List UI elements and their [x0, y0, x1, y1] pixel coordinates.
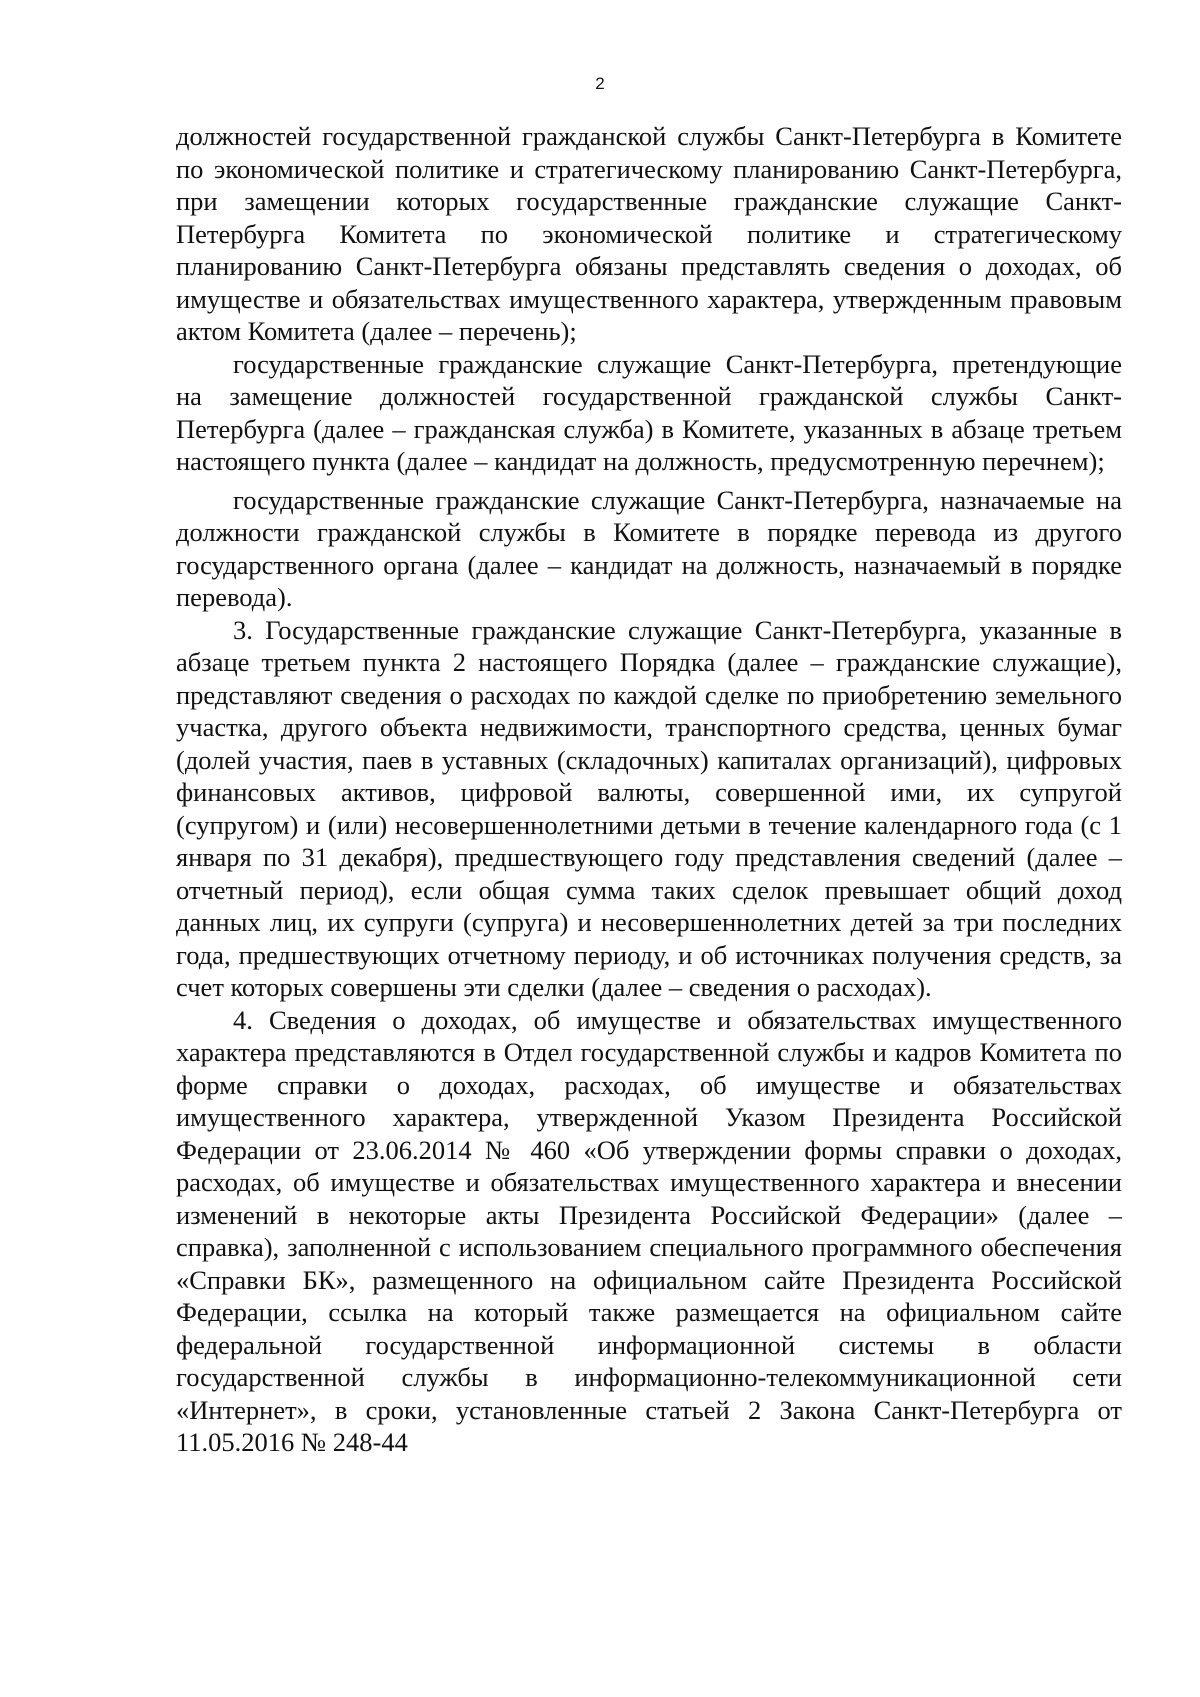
paragraph-transfer-candidates: государственные гражданские служащие Санкт-Петербурга, назначаемые на должности гражданской службы в Комитете в порядке перевода из другого государственного органа (далее – кандидат на должность, назначаемый в порядке перевода). [176, 484, 1122, 612]
paragraph-item-4: 4. Сведения о доходах, об имуществе и обязательствах имущественного характера представляются в Отдел государственной службы и кадров Комитета по форме справки о доходах, расходах, об имуществе и обязательствах имущественного характера, утвержденной Указом Президента Российской Федерации от 23.06.2014 № 460 «Об утверждении формы справки о доходах, расходах, об имуществе и обязательствах имущественного характера и внесении изменений в некоторые акты Президента Российской Федерации» (далее – справка), заполненной с использованием специального программного обеспечения «Справки БК», размещенного на официальном сайте Президента Российской Федерации, ссылка на который также размещается на официальном сайте федеральной государственной информационной системы в области государственной службы в информационно-телекоммуникационной сети «Интернет», в сроки, установленные статьей 2 Закона Санкт-Петербурга от 11.05.2016 № 248-44 [176, 1004, 1122, 1457]
page-number: 2 [595, 74, 605, 93]
paragraph-item-3: 3. Государственные гражданские служащие Санкт-Петербурга, указанные в абзаце третьем пункта 2 настоящего Порядка (далее – гражданские служащие), представляют сведения о расходах по каждой сделке по приобретению земельного участка, другого объекта недвижимости, транспортного средства, ценных бумаг (долей участия, паев в уставных (складочных) капиталах организаций), цифровых финансовых активов, цифровой валюты, совершенной ими, их супругой (супругом) и (или) несовершеннолетними детьми в течение календарного года (с 1 января по 31 декабря), предшествующего году представления сведений (далее – отчетный период), если общая сумма таких сделок превышает общий доход данных лиц, их супруги (супруга) и несовершеннолетних детей за три последних года, предшествующих отчетному периоду, и об источниках получения средств, за счет которых совершены эти сделки (далее – сведения о расходах). [176, 614, 1122, 1002]
paragraph-candidates-list: государственные гражданские служащие Санкт-Петербурга, претендующие на замещение должностей государственной гражданской службы Санкт-Петербурга (далее – гражданская служба) в Комитете, указанных в абзаце третьем настоящего пункта (далее – кандидат на должность, предусмотренную перечнем); [176, 348, 1122, 476]
document-body [176, 120, 1122, 1459]
paragraph-continued-list: должностей государственной гражданской службы Санкт-Петербурга в Комитете по экономической политике и стратегическому планированию Санкт-Петербурга, при замещении которых государственные гражданские служащие Санкт-Петербурга Комитета по экономической политике и стратегическому планированию Санкт-Петербурга обязаны представлять сведения о доходах, об имуществе и обязательствах имущественного характера, утвержденным правовым актом Комитета (далее – перечень); [176, 121, 1122, 346]
